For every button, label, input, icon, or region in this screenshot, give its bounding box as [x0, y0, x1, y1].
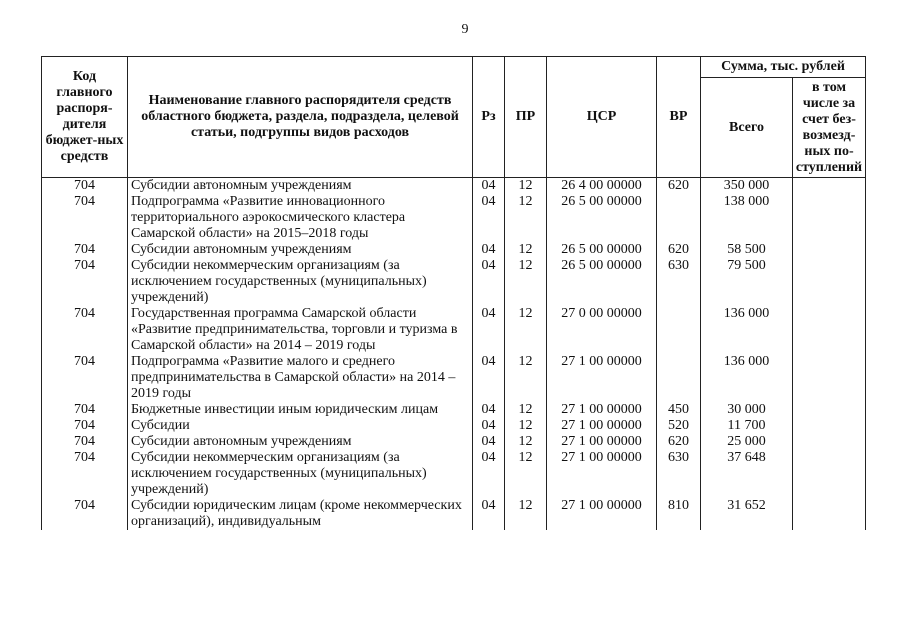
row-name: Субсидии — [128, 418, 473, 434]
row-rz: 04 — [473, 450, 505, 498]
header-incl: в том числе за счет без-возмезд-ных по-ступлений — [793, 78, 866, 178]
table-row — [42, 498, 866, 530]
row-pr: 12 — [505, 418, 547, 434]
row-code: 704 — [42, 354, 128, 402]
row-csr: 27 1 00 00000 — [547, 418, 657, 434]
row-code: 704 — [42, 498, 128, 530]
page-number: 9 — [461, 22, 469, 37]
row-vr: 630 — [657, 450, 701, 498]
row-vr — [657, 194, 701, 242]
row-rz: 04 — [473, 258, 505, 306]
header-rz: Рз — [473, 57, 505, 178]
row-code: 704 — [42, 194, 128, 242]
row-code: 704 — [42, 242, 128, 258]
row-name: Субсидии автономным учреждениям — [128, 242, 473, 258]
row-vr — [657, 306, 701, 354]
row-total: 136 000 — [701, 354, 793, 402]
row-rz: 04 — [473, 178, 505, 195]
row-total: 37 648 — [701, 450, 793, 498]
row-pr: 12 — [505, 242, 547, 258]
row-total: 30 000 — [701, 402, 793, 418]
budget-table — [41, 56, 866, 530]
row-csr: 26 4 00 00000 — [547, 178, 657, 195]
row-name: Субсидии юридическим лицам (кроме некоммерческих организаций), индивидуальным — [128, 498, 473, 530]
row-incl — [793, 354, 866, 402]
row-csr: 26 5 00 00000 — [547, 258, 657, 306]
row-vr: 620 — [657, 178, 701, 195]
row-total: 31 652 — [701, 498, 793, 530]
row-vr: 520 — [657, 418, 701, 434]
row-csr: 27 1 00 00000 — [547, 354, 657, 402]
row-incl — [793, 242, 866, 258]
row-name: Субсидии автономным учреждениям — [128, 178, 473, 195]
table-row — [42, 194, 866, 242]
row-incl — [793, 306, 866, 354]
row-code: 704 — [42, 258, 128, 306]
row-incl — [793, 434, 866, 450]
row-total: 79 500 — [701, 258, 793, 306]
row-csr: 27 1 00 00000 — [547, 434, 657, 450]
row-pr: 12 — [505, 306, 547, 354]
row-pr: 12 — [505, 258, 547, 306]
row-pr: 12 — [505, 402, 547, 418]
row-incl — [793, 178, 866, 195]
row-csr: 27 0 00 00000 — [547, 306, 657, 354]
row-incl — [793, 450, 866, 498]
row-name: Подпрограмма «Развитие малого и среднего предпринимательства в Самарской области» на 2014 – 2019 годы — [128, 354, 473, 402]
row-code: 704 — [42, 306, 128, 354]
row-name: Субсидии некоммерческим организациям (за исключением государственных (муниципальных) учреждений) — [128, 450, 473, 498]
row-incl — [793, 402, 866, 418]
row-csr: 27 1 00 00000 — [547, 450, 657, 498]
row-csr: 27 1 00 00000 — [547, 498, 657, 530]
table-row — [42, 242, 866, 258]
table-row — [42, 178, 866, 195]
table-row — [42, 354, 866, 402]
row-rz: 04 — [473, 498, 505, 530]
row-vr — [657, 354, 701, 402]
table-row — [42, 402, 866, 418]
header-name: Наименование главного распорядителя средств областного бюджета, раздела, подраздела, целевой статьи, подгруппы видов расходов — [128, 57, 473, 178]
row-vr: 620 — [657, 434, 701, 450]
row-pr: 12 — [505, 194, 547, 242]
header-vr: ВР — [657, 57, 701, 178]
header-row-1 — [42, 57, 866, 78]
row-rz: 04 — [473, 354, 505, 402]
row-incl — [793, 258, 866, 306]
row-pr: 12 — [505, 178, 547, 195]
header-code: Код главного распоря-дителя бюджет-ных средств — [42, 57, 128, 178]
row-total: 136 000 — [701, 306, 793, 354]
row-csr: 26 5 00 00000 — [547, 194, 657, 242]
header-pr: ПР — [505, 57, 547, 178]
row-name: Государственная программа Самарской области «Развитие предпринимательства, торговли и туризма в Самарской области» на 2014 – 2019 годы — [128, 306, 473, 354]
row-vr: 810 — [657, 498, 701, 530]
row-name: Подпрограмма «Развитие инновационного территориального аэрокосмического кластера Самарской области» на 2015–2018 годы — [128, 194, 473, 242]
row-pr: 12 — [505, 450, 547, 498]
header-total: Всего — [701, 78, 793, 178]
row-vr: 620 — [657, 242, 701, 258]
row-pr: 12 — [505, 434, 547, 450]
row-incl — [793, 194, 866, 242]
row-code: 704 — [42, 434, 128, 450]
row-rz: 04 — [473, 306, 505, 354]
row-name: Субсидии некоммерческим организациям (за исключением государственных (муниципальных) учреждений) — [128, 258, 473, 306]
header-csr: ЦСР — [547, 57, 657, 178]
row-rz: 04 — [473, 418, 505, 434]
row-rz: 04 — [473, 194, 505, 242]
row-incl — [793, 498, 866, 530]
table-row — [42, 258, 866, 306]
row-csr: 26 5 00 00000 — [547, 242, 657, 258]
table-row — [42, 418, 866, 434]
row-vr: 630 — [657, 258, 701, 306]
row-rz: 04 — [473, 242, 505, 258]
table-row — [42, 306, 866, 354]
row-vr: 450 — [657, 402, 701, 418]
row-csr: 27 1 00 00000 — [547, 402, 657, 418]
row-code: 704 — [42, 402, 128, 418]
row-total: 11 700 — [701, 418, 793, 434]
row-total: 350 000 — [701, 178, 793, 195]
header-sum-group: Сумма, тыс. рублей — [701, 57, 866, 78]
row-rz: 04 — [473, 402, 505, 418]
table-row — [42, 434, 866, 450]
row-total: 58 500 — [701, 242, 793, 258]
row-name: Субсидии автономным учреждениям — [128, 434, 473, 450]
row-pr: 12 — [505, 354, 547, 402]
row-pr: 12 — [505, 498, 547, 530]
row-incl — [793, 418, 866, 434]
row-total: 25 000 — [701, 434, 793, 450]
table-row — [42, 450, 866, 498]
row-code: 704 — [42, 178, 128, 195]
row-total: 138 000 — [701, 194, 793, 242]
row-code: 704 — [42, 450, 128, 498]
row-rz: 04 — [473, 434, 505, 450]
row-code: 704 — [42, 418, 128, 434]
row-name: Бюджетные инвестиции иным юридическим лицам — [128, 402, 473, 418]
